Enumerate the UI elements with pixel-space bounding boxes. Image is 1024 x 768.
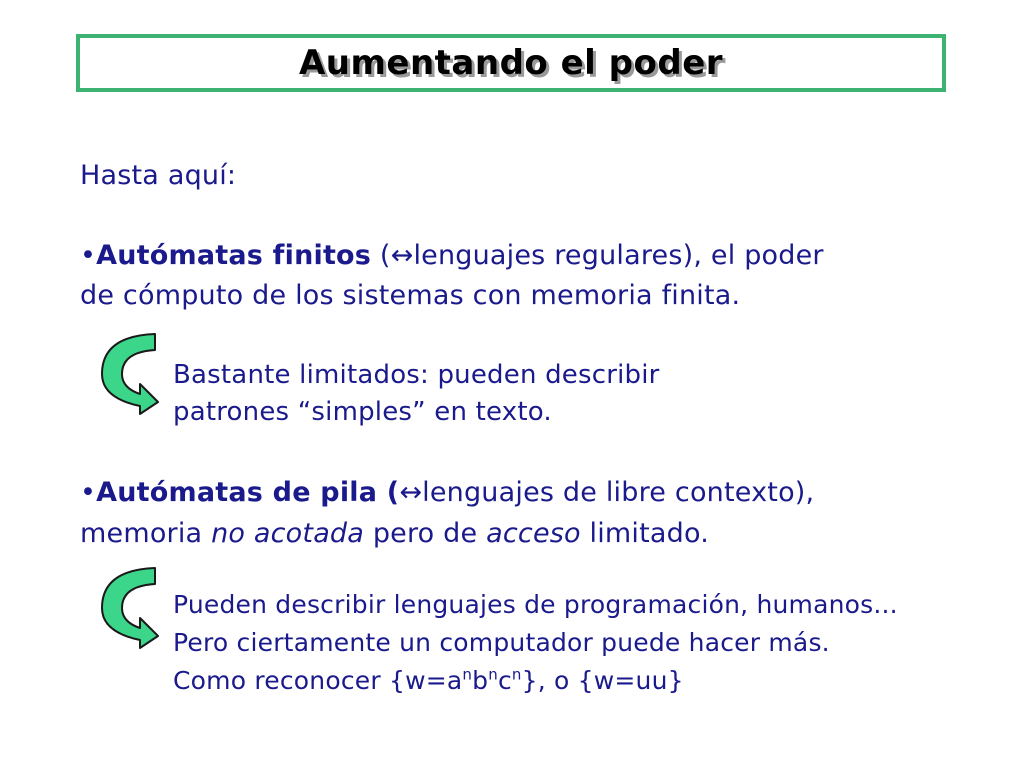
section2-note1: Pueden describir lenguajes de programación, humanos... <box>173 590 898 619</box>
curved-arrow-icon <box>98 564 160 650</box>
text-fragment: c <box>497 666 512 695</box>
title-box <box>76 34 946 92</box>
section1-rest: lenguajes regulares), el poder <box>413 240 824 271</box>
section1-line1 <box>80 240 824 271</box>
section1-line2: de cómputo de los sistemas con memoria finita. <box>80 280 741 311</box>
section2-rest: lenguajes de libre contexto), <box>422 477 815 508</box>
emphasis-acceso: acceso <box>486 518 581 549</box>
section1-note1: Bastante limitados: pueden describir <box>173 360 660 390</box>
double-arrow-icon: ↔ <box>390 240 414 271</box>
superscript: n <box>488 665 498 684</box>
slide-title: Aumentando el poder <box>298 43 724 83</box>
text-fragment: }, o {w=uu} <box>521 666 684 695</box>
emphasis-no-acotada: no acotada <box>211 518 365 549</box>
section1-note2: patrones “simples” en texto. <box>173 397 552 427</box>
paren-open: ( <box>371 240 391 271</box>
superscript: n <box>462 665 473 684</box>
superscript: n <box>511 665 522 684</box>
section2-line2 <box>80 518 709 549</box>
text-fragment: memoria <box>80 518 212 549</box>
double-arrow-icon: ↔ <box>399 477 423 508</box>
text-fragment: limitado. <box>580 518 710 549</box>
bullet: • <box>80 240 97 271</box>
text-fragment: pero de <box>364 518 487 549</box>
section2-note2: Pero ciertamente un computador puede hacer más. <box>173 628 830 657</box>
intro-text: Hasta aquí: <box>80 160 237 191</box>
section2-note3 <box>173 666 684 695</box>
curved-arrow-icon <box>98 330 160 416</box>
bullet: • <box>80 477 97 508</box>
text-fragment: Como reconocer {w=a <box>173 666 463 695</box>
text-fragment: b <box>472 666 489 695</box>
term-finite-automata: Autómatas finitos <box>96 240 372 271</box>
term-pushdown-automata: Autómatas de pila ( <box>96 477 400 508</box>
section2-line1 <box>80 477 814 508</box>
